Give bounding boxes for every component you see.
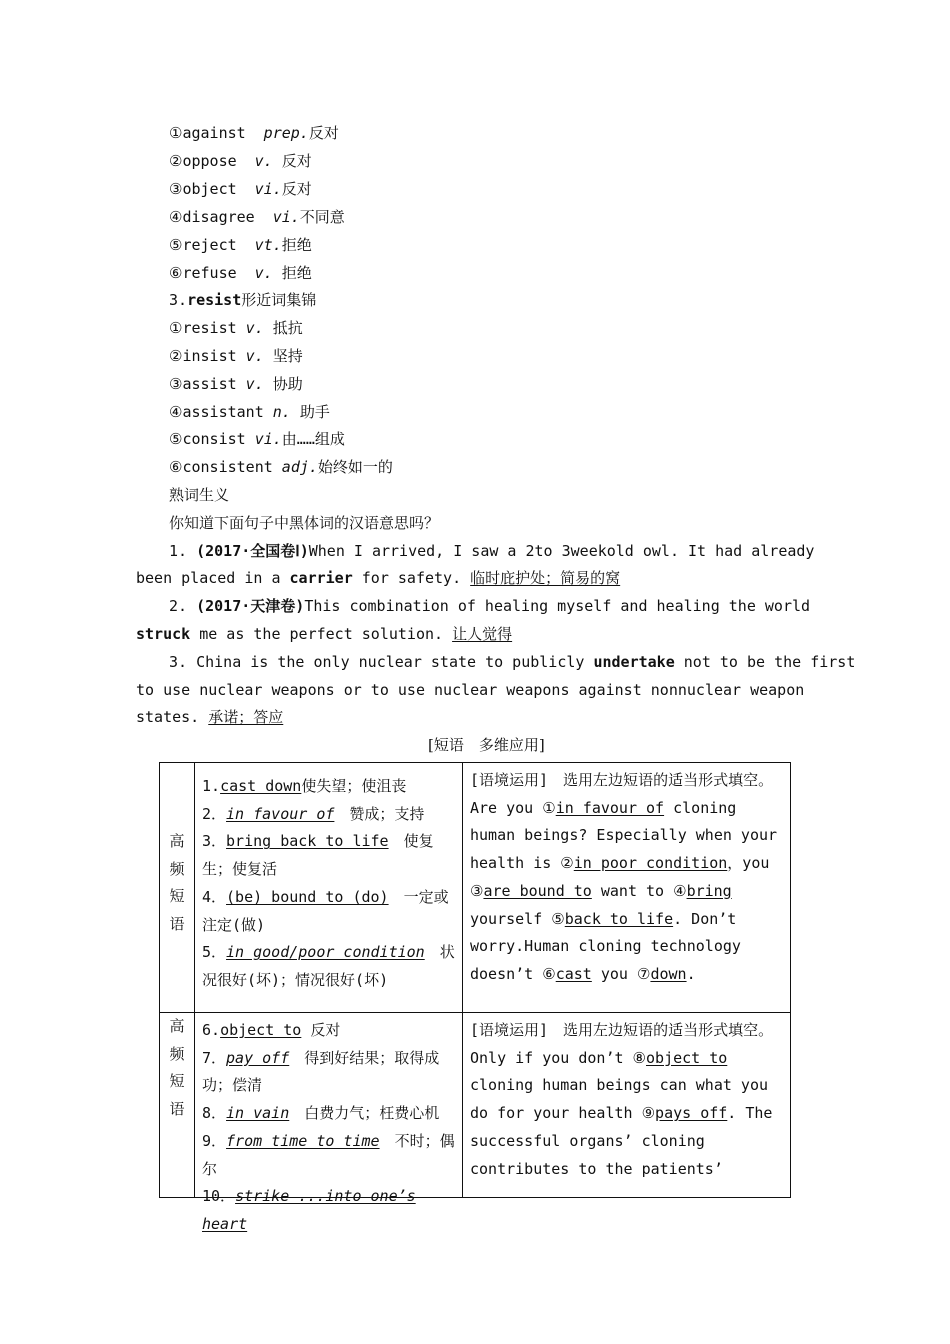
phrase-item: 8．in vain 白费力气；枉费心机	[202, 1104, 440, 1123]
phrase-item: 5．in good/poor condition 状况很好(坏)；情况很好(坏)	[202, 943, 455, 989]
list-item: ③object vi.反对	[169, 180, 312, 198]
exercise-cell	[463, 1013, 791, 1198]
list-item: ⑤consist vi.由……组成	[169, 430, 345, 448]
category-cell: 高 频 短 语	[160, 763, 195, 1013]
list-item: ①resist v. 抵抗	[169, 319, 303, 337]
exercise-text: Are you ①in favour of cloning human beings? Especially when your health is ②in poor condition，you ③are bound to want to ④bring yourself ⑤back to life. Don’t worry.Human cloning technology doesn’t ⑥cast you ⑦down.	[470, 798, 778, 983]
sentence-1-line-2: been placed in a carrier for safety. 临时庇护处；简易的窝	[136, 569, 621, 587]
section-heading: 熟词生义	[169, 486, 230, 504]
table-row	[160, 763, 791, 1013]
table-title: [短语 多维应用]	[428, 736, 545, 754]
phrase-item: 4．(be) bound to (do) 一定或注定(做)	[202, 887, 449, 934]
phrase-item: 6.object to 反对	[202, 1021, 341, 1039]
phrase-item: 9．from time to time 不时；偶尔	[202, 1131, 455, 1178]
table-row	[160, 1013, 791, 1198]
sentence-2-line-2: struck me as the perfect solution. 让人觉得	[136, 625, 513, 643]
phrase-item: 7．pay off 得到好结果；取得成功；偿清	[202, 1048, 440, 1095]
phrase-table	[159, 762, 791, 1233]
phrase-list-cell	[195, 763, 463, 1013]
phrase-item: 10．strike ...into one’s heart	[202, 1187, 416, 1233]
exercise-text: Only if you don’t ⑧object to cloning human beings can what you do for your health ⑨pays off. The successful organs’ cloning contributes to the patients’	[470, 1048, 773, 1178]
list-item: ⑤reject vt.拒绝	[169, 236, 312, 254]
list-item: ⑥consistent adj.始终如一的	[169, 458, 393, 476]
list-item: ①against prep.反对	[169, 124, 339, 142]
list-item: ②insist v. 坚持	[169, 347, 303, 365]
sentence-3-line-1: 3. China is the only nuclear state to publicly undertake not to be the first	[169, 653, 856, 671]
phrase-list-cell	[195, 1013, 463, 1233]
list-item: ⑥refuse v. 拒绝	[169, 264, 312, 282]
list-item: ④assistant n. 助手	[169, 403, 330, 421]
section-heading: 3.resist形近词集锦	[169, 291, 317, 309]
exercise-cell	[463, 763, 791, 1013]
phrase-item: 3．bring back to life 使复生；使复活	[202, 832, 434, 879]
sentence-1-line-1: 1. (2017·全国卷Ⅰ)When I arrived, I saw a 2to 3weekold owl. It had already	[169, 542, 815, 560]
phrase-item: 1.cast down使失望；使沮丧	[202, 777, 407, 795]
sentence-2-line-1: 2. (2017·天津卷)This combination of healing myself and healing the world	[169, 597, 811, 615]
sentence-3-line-2: to use nuclear weapons or to use nuclear weapons against nonnuclear weapon	[136, 681, 805, 699]
answer-text: 让人觉得	[452, 625, 513, 643]
exercise-instruction: [语境运用] 选用左边短语的适当形式填空。	[470, 771, 774, 789]
phrase-item: 2．in favour of 赞成；支持	[202, 804, 425, 823]
instruction-text: 你知道下面句子中黑体词的汉语意思吗？	[169, 514, 440, 532]
answer-text: 临时庇护处；简易的窝	[470, 569, 621, 587]
exercise-instruction: [语境运用] 选用左边短语的适当形式填空。	[470, 1021, 774, 1039]
sentence-3-line-3: states. 承诺；答应	[136, 708, 284, 726]
list-item: ④disagree vi.不同意	[169, 208, 345, 226]
category-cell: 高 频 短 语	[160, 1013, 195, 1198]
answer-text: 承诺；答应	[208, 708, 284, 726]
list-item: ②oppose v. 反对	[169, 152, 312, 170]
list-item: ③assist v. 协助	[169, 375, 303, 393]
